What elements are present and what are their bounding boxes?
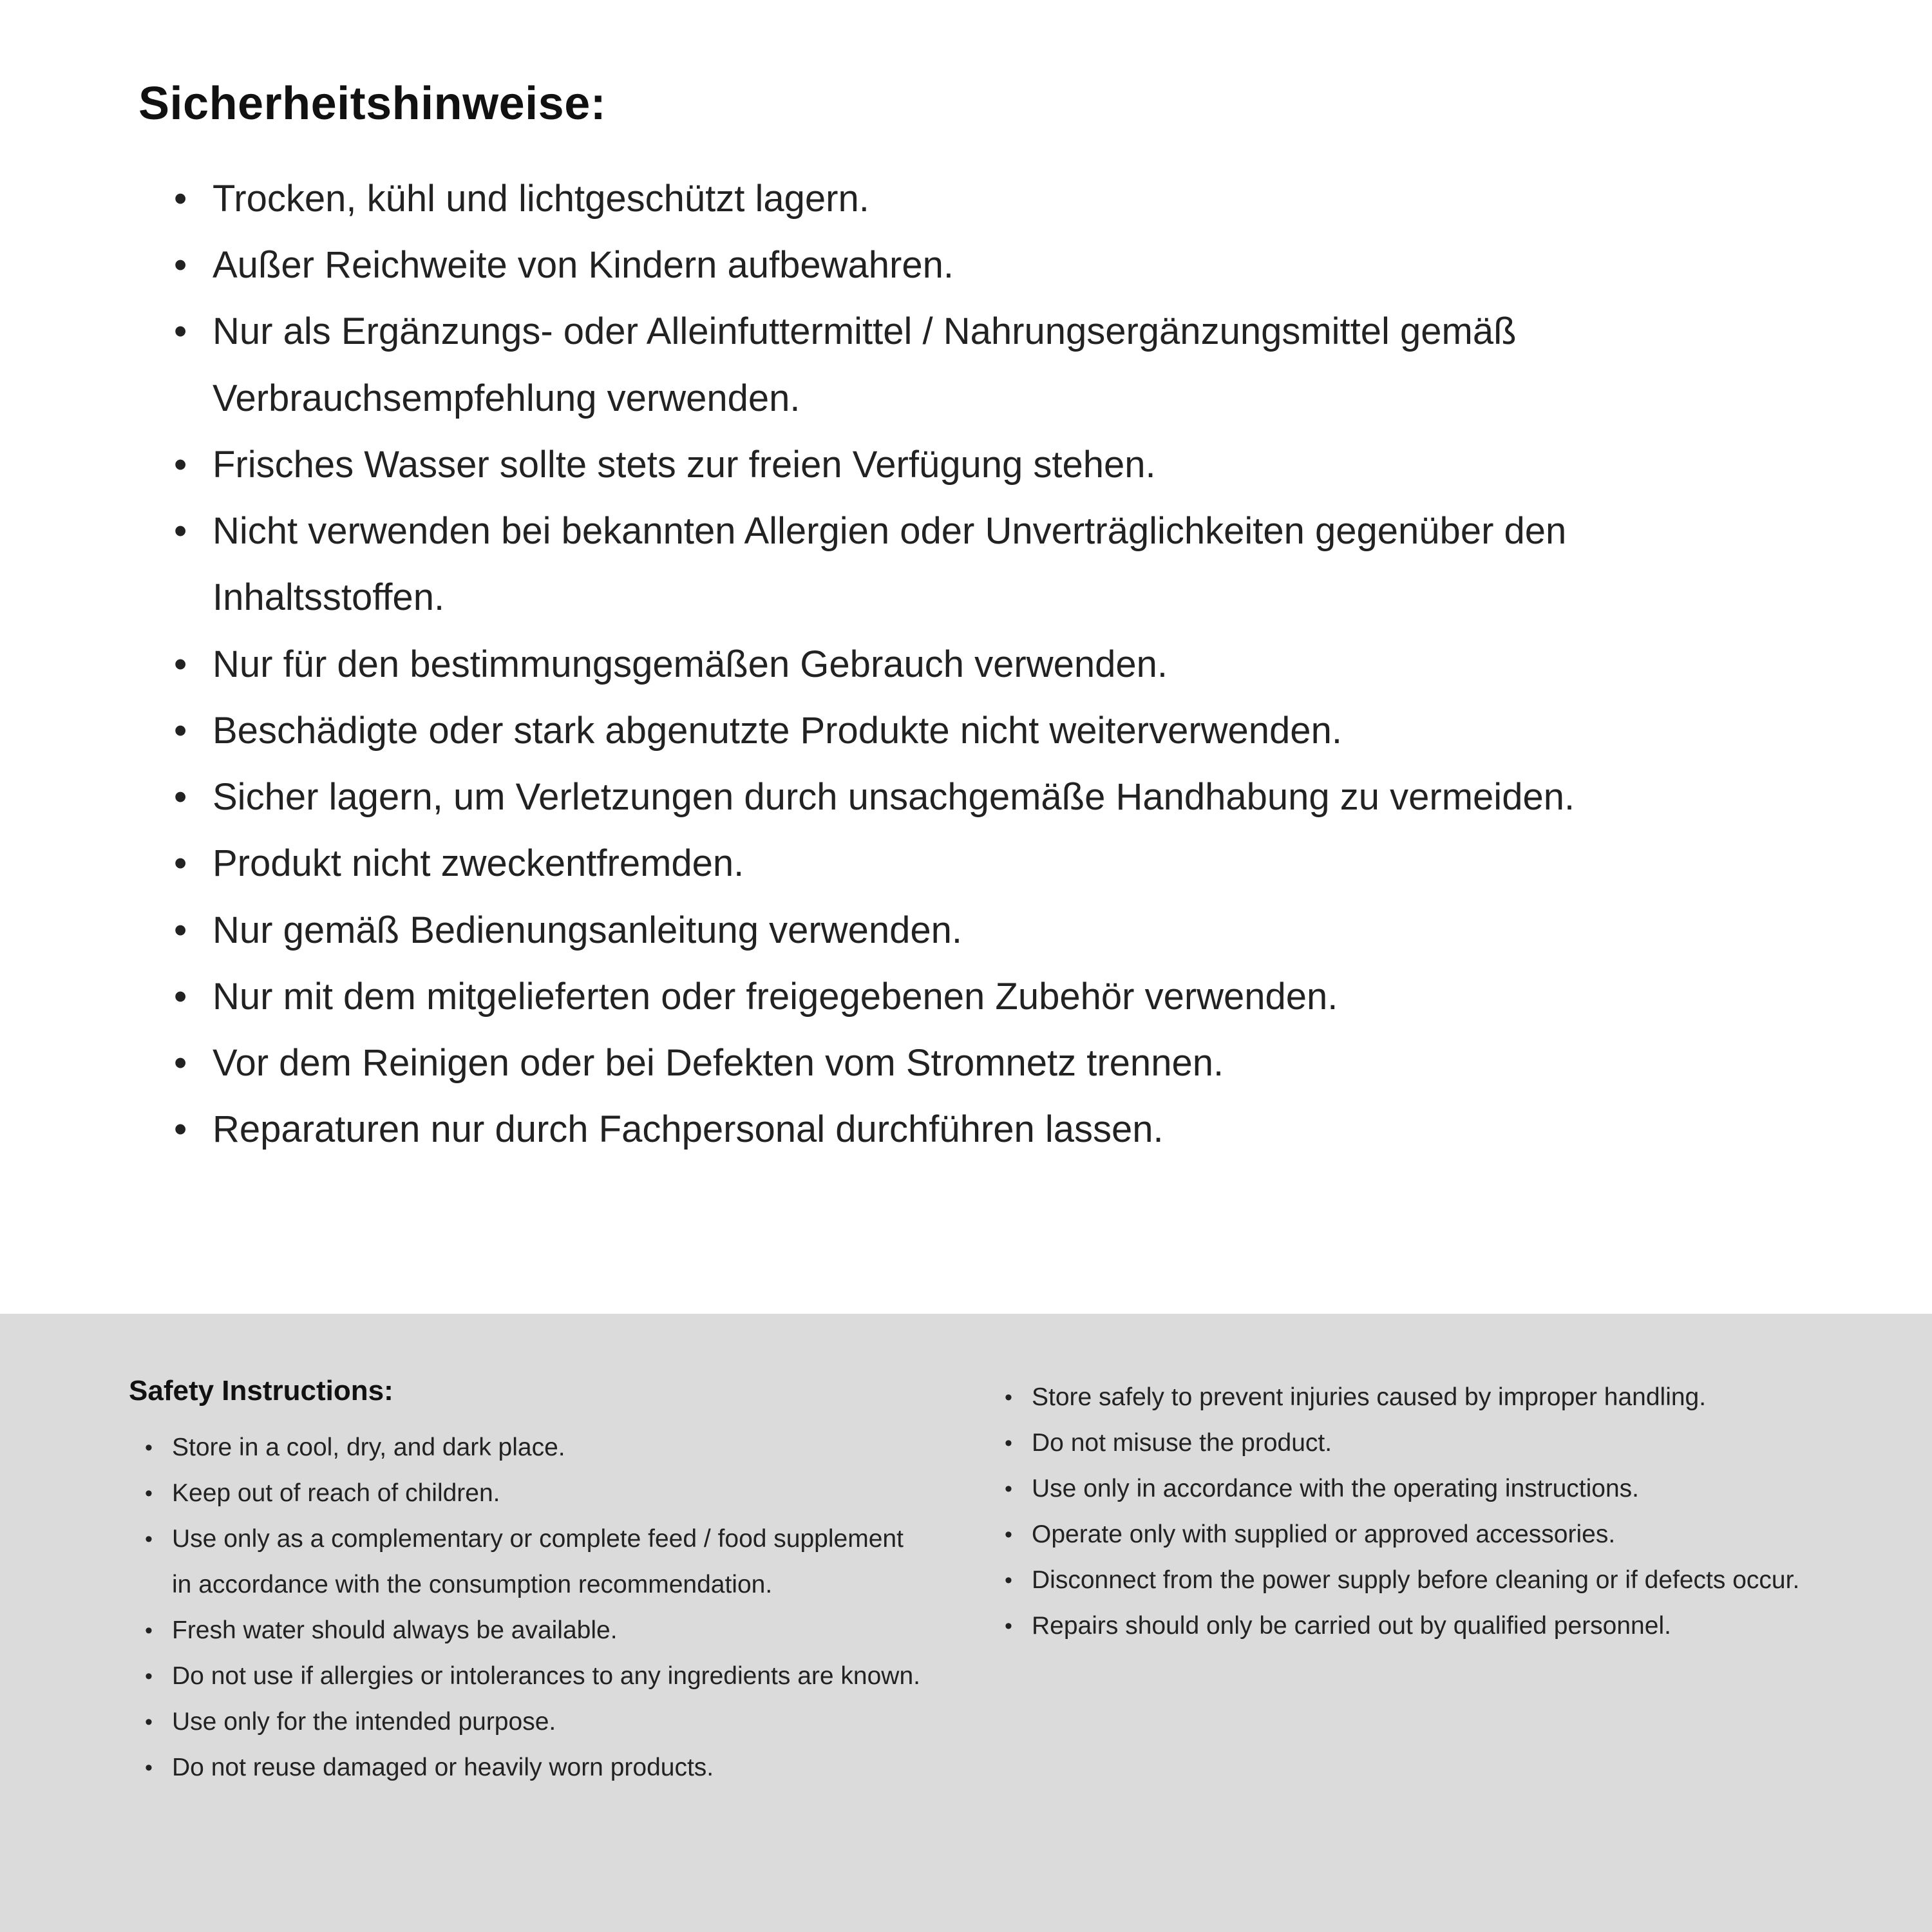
list-item: • Keep out of reach of children. (145, 1471, 927, 1517)
list-item: • Nur mit dem mitgelieferten oder freigegebenen Zubehör verwenden. (174, 963, 1803, 1030)
list-item: • Nicht verwenden bei bekannten Allergien oder Unverträglichkeiten gegenüber den Inhaltsstoffen. (174, 498, 1803, 630)
list-item: • Do not use if allergies or intolerances to any ingredients are known. (145, 1654, 927, 1700)
english-section-title: Safety Instructions: (129, 1375, 393, 1406)
list-item: • Disconnect from the power supply before cleaning or if defects occur. (1005, 1558, 1803, 1604)
list-item: • Nur als Ergänzungs- oder Alleinfuttermittel / Nahrungsergänzungsmittel gemäß Verbrauchsempfehlung verwenden. (174, 298, 1803, 431)
list-item: • Vor dem Reinigen oder bei Defekten vom Stromnetz trennen. (174, 1030, 1803, 1096)
list-item: • Store safely to prevent injuries caused by improper handling. (1005, 1375, 1803, 1421)
list-item: • Nur gemäß Bedienungsanleitung verwenden. (174, 897, 1803, 963)
list-item: • Use only for the intended purpose. (145, 1700, 927, 1745)
list-item: • Store in a cool, dry, and dark place. (145, 1425, 927, 1471)
list-item: • Außer Reichweite von Kindern aufbewahren. (174, 232, 1803, 298)
list-item: • Fresh water should always be available. (145, 1608, 927, 1654)
list-item: • Use only as a complementary or complete feed / food supplement in accordance with the consumption recommendation. (145, 1517, 927, 1608)
list-item: • Do not reuse damaged or heavily worn products. (145, 1745, 927, 1791)
english-safety-list-right (1005, 1375, 1803, 1649)
english-right-column (1005, 1375, 1803, 1893)
list-item: • Do not misuse the product. (1005, 1421, 1803, 1466)
german-section-title: Sicherheitshinweise: (138, 78, 607, 129)
list-item: • Beschädigte oder stark abgenutzte Produkte nicht weiterverwenden. (174, 697, 1803, 764)
list-item: • Use only in accordance with the operating instructions. (1005, 1466, 1803, 1512)
list-item: • Nur für den bestimmungsgemäßen Gebrauch verwenden. (174, 631, 1803, 697)
list-item: • Produkt nicht zweckentfremden. (174, 830, 1803, 896)
german-safety-list (138, 166, 1803, 1163)
list-item: • Repairs should only be carried out by qualified personnel. (1005, 1604, 1803, 1649)
list-item: • Operate only with supplied or approved accessories. (1005, 1512, 1803, 1558)
english-safety-section (0, 1314, 1932, 1932)
list-item: • Frisches Wasser sollte stets zur freien Verfügung stehen. (174, 431, 1803, 498)
list-item: • Reparaturen nur durch Fachpersonal durchführen lassen. (174, 1096, 1803, 1162)
english-safety-list-left (129, 1425, 927, 1791)
english-left-column (129, 1375, 927, 1893)
list-item: • Trocken, kühl und lichtgeschützt lagern. (174, 166, 1803, 232)
list-item: • Sicher lagern, um Verletzungen durch unsachgemäße Handhabung zu vermeiden. (174, 764, 1803, 830)
